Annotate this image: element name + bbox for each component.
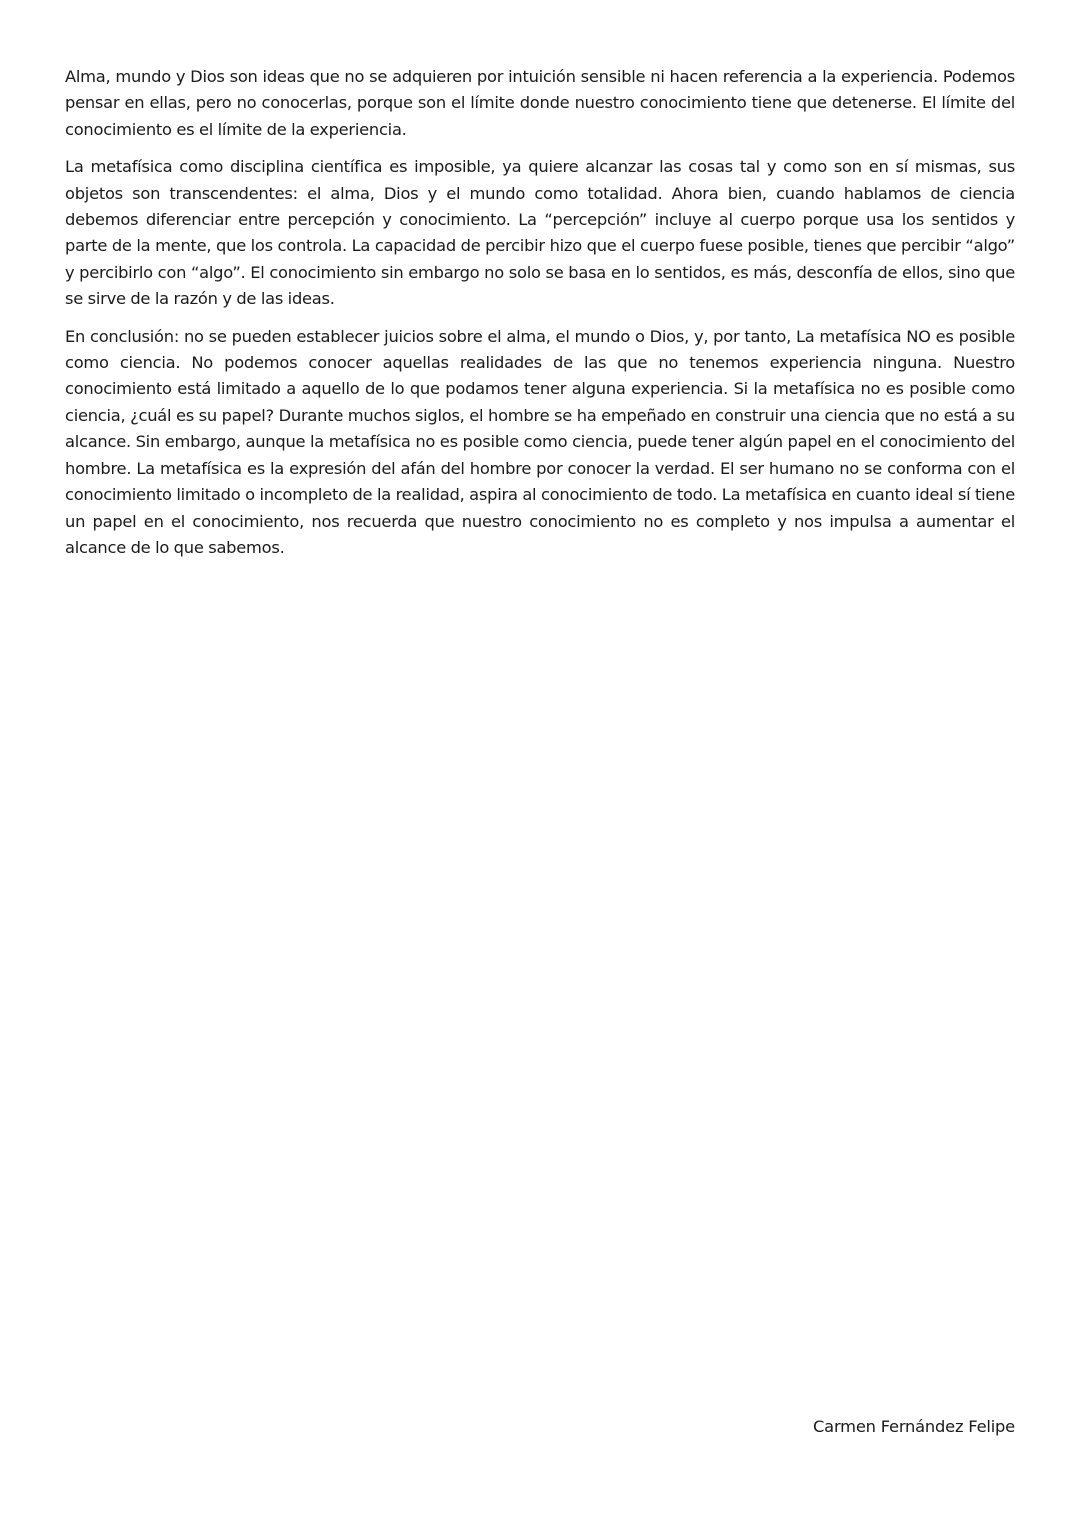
author-signature: Carmen Fernández Felipe: [813, 1417, 1015, 1436]
paragraph-metaphysics-impossible: La metafísica como disciplina científica es imposible, ya quiere alcanzar las cosas tal y como son en sí mismas, sus objetos son transcendentes: el alma, Dios y el mundo como totalidad. Ahora bien, cuando hablamos de ciencia debemos diferenciar entre percepción y conocimiento. La “percepción” incluye al cuerpo porque usa los sentidos y parte de la mente, que los controla. La capacidad de percibir hizo que el cuerpo fuese posible, tienes que percibir “algo” y percibirlo con “algo”. El conocimiento sin embargo no solo se basa en lo sentidos, es más, desconfía de ellos, sino que se sirve de la razón y de las ideas.: [65, 157, 1015, 309]
paragraph-conclusion: En conclusión: no se pueden establecer juicios sobre el alma, el mundo o Dios, y, por tanto, La metafísica NO es posible como ciencia. No podemos conocer aquellas realidades de las que no tenemos experiencia ninguna. Nuestro conocimiento está limitado a aquello de lo que podamos tener alguna experiencia. Si la metafísica no es posible como ciencia, ¿cuál es su papel? Durante muchos siglos, el hombre se ha empeñado en construir una ciencia que no está a su alcance. Sin embargo, aunque la metafísica no es posible como ciencia, puede tener algún papel en el conocimiento del hombre. La metafísica es la expresión del afán del hombre por conocer la verdad. El ser humano no se conforma con el conocimiento limitado o incompleto de la realidad, aspira al conocimiento de todo. La metafísica en cuanto ideal sí tiene un papel en el conocimiento, nos recuerda que nuestro conocimiento no es completo y nos impulsa a aumentar el alcance de lo que sabemos.: [65, 326, 1015, 557]
document-body: [65, 64, 1015, 572]
paragraph-limits-of-knowledge: Alma, mundo y Dios son ideas que no se adquieren por intuición sensible ni hacen referencia a la experiencia. Podemos pensar en ellas, pero no conocerlas, porque son el límite donde nuestro conocimiento tiene que detenerse. El límite del conocimiento es el límite de la experiencia.: [65, 67, 1015, 139]
